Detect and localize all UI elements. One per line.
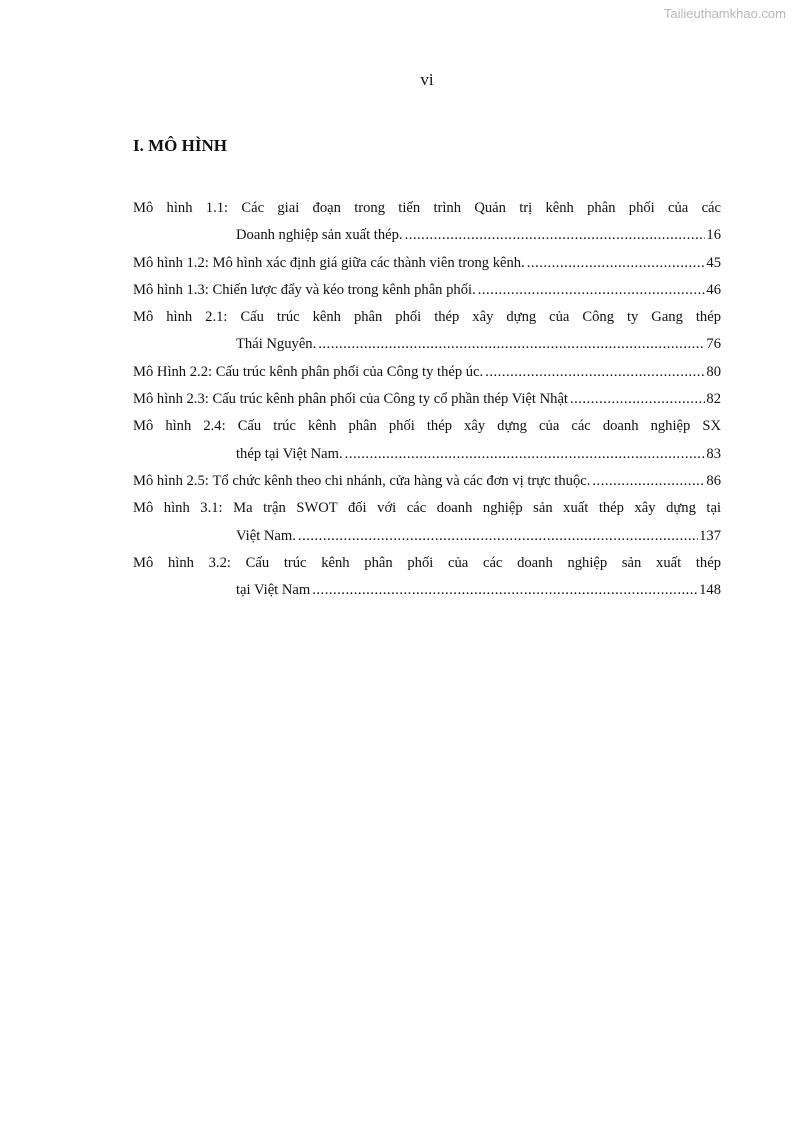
toc-entry[interactable] [133, 468, 721, 495]
entry-page: 82 [706, 391, 721, 408]
entry-label: Mô hình 2.5: [133, 472, 209, 489]
dot-leader [296, 523, 698, 550]
page-number: vi [420, 70, 434, 89]
entry-label: Mô Hình 2.2: [133, 363, 213, 380]
entry-page: 16 [706, 227, 721, 244]
entry-first-line [133, 195, 721, 222]
entry-page: 83 [706, 445, 721, 462]
dot-leader [316, 331, 705, 358]
entry-title-continued: thép tại Việt Nam. [236, 445, 343, 462]
dot-leader [483, 359, 705, 386]
entry-title: Cấu trúc kênh phân phối thép xây dựng của Công ty Gang thép [240, 309, 721, 326]
entry-first-line [133, 413, 721, 440]
entry-title: Cấu trúc kênh phân phối của các doanh nghiệp sản xuất thép [245, 554, 721, 571]
entry-label: Mô hình 1.2: [133, 254, 209, 271]
dot-leader [590, 468, 705, 495]
entry-page: 45 [706, 254, 721, 271]
entry-title: Chiến lược đẩy và kéo trong kênh phân phối. [212, 281, 476, 298]
entry-label: Mô hình 2.3: [133, 391, 209, 408]
entry-page: 148 [699, 582, 721, 599]
entry-title-continued: Thái Nguyên. [236, 336, 317, 353]
entry-first-line [133, 550, 721, 577]
entry-page: 86 [706, 472, 721, 489]
toc-entry[interactable] [133, 386, 721, 413]
toc-entry[interactable] [133, 304, 721, 359]
entry-first-line [133, 304, 721, 331]
entry-title: Cấu trúc kênh phân phối của Công ty cổ phần thép Việt Nhật [212, 391, 568, 408]
entry-title: Ma trận SWOT đối với các doanh nghiệp sản xuất thép xây dựng tại [233, 500, 721, 517]
entry-title: Các giai đoạn trong tiến trình Quản trị kênh phân phối của các [241, 200, 721, 216]
entry-title: Tổ chức kênh theo chi nhánh, cửa hàng và các đơn vị trực thuộc. [212, 472, 591, 489]
toc-entry[interactable] [133, 277, 721, 304]
entry-page: 76 [706, 336, 721, 353]
dot-leader [310, 577, 698, 604]
dot-leader [476, 277, 706, 304]
toc-entry[interactable] [133, 250, 721, 277]
entry-label: Mô hình 3.2: [133, 554, 231, 571]
entry-page: 46 [706, 281, 721, 298]
table-of-figures [133, 195, 721, 604]
dot-leader [343, 441, 706, 468]
toc-entry[interactable] [133, 195, 721, 250]
toc-entry[interactable] [133, 495, 721, 550]
dot-leader [525, 250, 706, 277]
entry-title-continued: tại Việt Nam [236, 582, 311, 599]
watermark: Tailieuthamkhao.com [663, 6, 786, 21]
entry-title: Cấu trúc kênh phân phối của Công ty thép úc. [215, 363, 484, 380]
entry-label: Mô hình 1.1: [133, 200, 229, 216]
dot-leader [403, 222, 706, 249]
entry-page: 137 [699, 527, 721, 544]
entry-first-line [133, 495, 721, 522]
entry-label: Mô hình 2.4: [133, 418, 226, 435]
entry-title: Mô hình xác định giá giữa các thành viên trong kênh. [212, 254, 525, 271]
toc-entry[interactable] [133, 413, 721, 468]
entry-title-continued: Doanh nghiệp sản xuất thép. [236, 227, 403, 244]
toc-entry[interactable] [133, 550, 721, 605]
entry-title: Cấu trúc kênh phân phối thép xây dựng của các doanh nghiệp SX [237, 418, 721, 435]
entry-label: Mô hình 2.1: [133, 309, 228, 326]
entry-label: Mô hình 3.1: [133, 500, 223, 517]
dot-leader [568, 386, 705, 413]
entry-label: Mô hình 1.3: [133, 281, 209, 298]
section-heading: I. MÔ HÌNH [133, 136, 227, 155]
entry-page: 80 [706, 363, 721, 380]
entry-title-continued: Việt Nam. [236, 527, 296, 544]
toc-entry[interactable] [133, 359, 721, 386]
